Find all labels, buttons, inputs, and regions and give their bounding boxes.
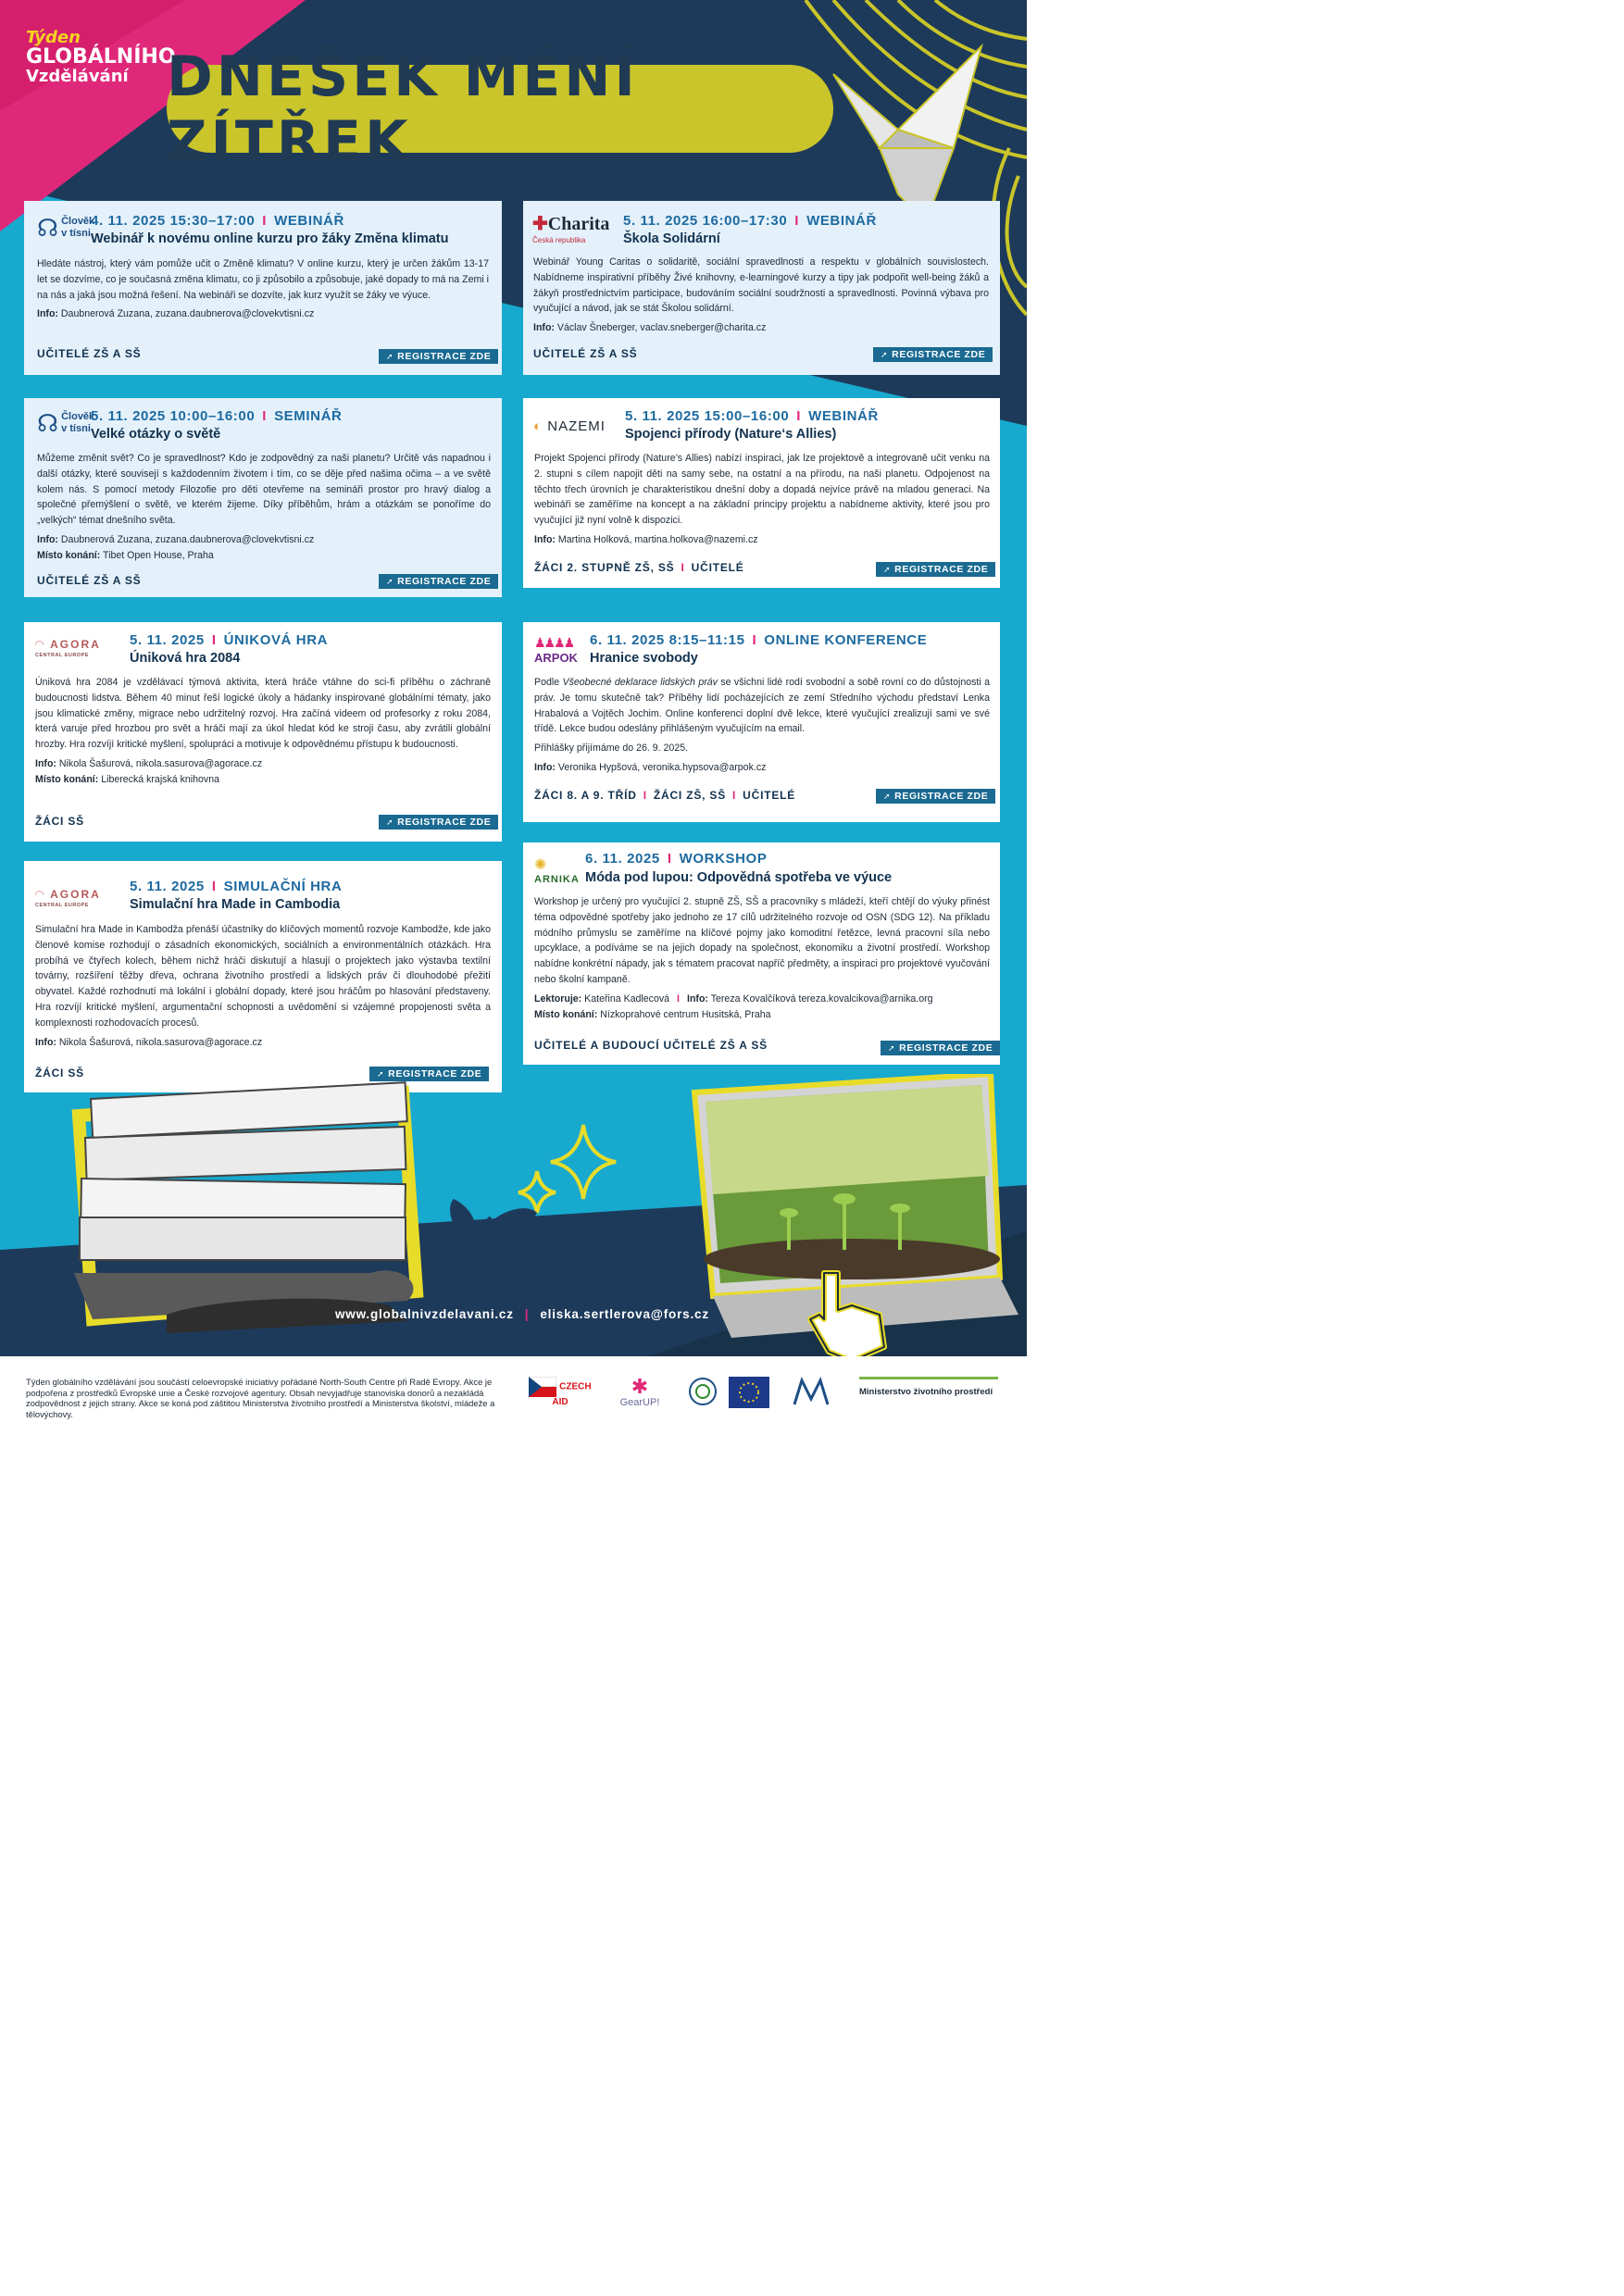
event-description: Simulační hra Made in Kambodža přenáší účastníky do klíčových momentů rozvoje Kambodže, kde jako členové komise rozhodují o zásadních ekonomických, sociálních a environmentálních otázkách. Hra probíhá ve čtyřech kolech, během nichž hráči diskutují a hlasují o projektech jako výstavba textilní továrny, rozšíření těžby dřeva, ochrana životního prostředí a lidských práv či dlouhodobé přežití obyvatel. Každé rozhodnutí má lokální i globální dopady, které jsou hráčům po hlasování představeny. Hra rozvíjí kritické myšlení, argumentační schopnosti a uvědomění si vzájemné propojenosti světa a komplexnosti rozhodovacích procesů. (35, 924, 491, 1029)
globe-icon (688, 1377, 718, 1406)
event-title: Úniková hra 2084 (130, 651, 241, 666)
event-title: Hranice svobody (590, 651, 698, 666)
event-date: 5. 11. 2025 (130, 632, 205, 648)
audience-item: ŽÁCI ZŠ, SŠ (653, 789, 727, 802)
separator: I (262, 408, 268, 424)
audience-item: ŽÁCI 2. STUPNĚ ZŠ, SŠ (534, 561, 675, 574)
event-body (534, 894, 990, 1026)
audience-item: ŽÁCI SŠ (35, 1067, 84, 1079)
separator: I (677, 992, 680, 1004)
audience-item: ŽÁCI 8. A 9. TŘÍD (534, 789, 637, 802)
arrow-icon: ➚ (883, 792, 892, 801)
register-button[interactable]: ➚ REGISTRACE ZDE (876, 789, 995, 804)
nazemi-logo: ◐ NAZEMI (533, 418, 606, 434)
event-description: Webinář Young Caritas o solidaritě, sociální spravedlnosti a respektu v globálních souvislostech. Nabídneme inspirativní příběhy Živé knihovny, e-learningové kurzy a tipy jak podpořit well-being žáků a žákyň prostřednictvím participace, budováním sociální soudržnosti a spravedlnosti. Povinná výbava pro vyučující a návod, jak se stát Školou solidární. (533, 256, 989, 315)
charita-logo: ✚Charita Česká republika (532, 214, 610, 244)
person-icon: ☊ (37, 214, 59, 242)
event-card-5 (24, 622, 502, 842)
website-link[interactable]: www.globalnivzdelavani.cz (335, 1307, 514, 1321)
council-of-europe-logo (728, 1377, 770, 1411)
event-body (534, 451, 990, 552)
event-title: Škola Solidární (623, 231, 720, 246)
event-audience (35, 1067, 84, 1079)
separator: I (211, 632, 217, 648)
event-audience (534, 561, 744, 574)
charita-cross-icon: ✚ (532, 214, 548, 234)
register-button[interactable]: ➚ REGISTRACE ZDE (379, 815, 498, 830)
email-link[interactable]: eliska.sertlerova@fors.cz (540, 1307, 709, 1321)
logo-line-2: GLOBÁLNÍHO (26, 45, 176, 69)
event-body (37, 256, 489, 326)
event-description: Podle Všeobecné deklarace lidských práv se všichni lidé rodí svobodní a sobě rovní co do důstojnosti a práv. Je tomu skutečně tak? Příběhy lidí pocházejících ze zemí Středního východu představí Lenka Hrabalová a Vojtěch Jochim. Online konferenci doplní dvě lekce, které vyučující zrealizují sami ve své třídě. Lekce budou odeslány přihlášeným vyučujícím na email. (534, 677, 990, 735)
event-card-1 (24, 201, 502, 375)
event-datetime (623, 213, 877, 229)
event-card-6 (523, 622, 1000, 822)
logo-line-3: Vzdělávání (26, 67, 129, 86)
event-place: Místo konání: Tibet Open House, Praha (37, 549, 214, 561)
arrow-icon: ➚ (888, 1043, 896, 1053)
event-date: 5. 11. 2025 10:00–16:00 (91, 408, 256, 424)
pointer-hand-icon (796, 1264, 898, 1366)
audience-item: UČITELÉ ZŠ A SŠ (37, 574, 142, 587)
register-button[interactable]: ➚ REGISTRACE ZDE (876, 562, 995, 577)
event-type: ÚNIKOVÁ HRA (223, 632, 329, 648)
event-audience (533, 347, 637, 360)
event-place: Místo konání: Liberecká krajská knihovna (35, 773, 220, 785)
separator: I (211, 879, 217, 894)
event-audience (37, 347, 141, 360)
sparkles-leaves-decoration (417, 1106, 676, 1310)
event-type: WEBINÁŘ (806, 213, 877, 229)
separator: I (796, 408, 802, 424)
event-info: Info: Daubnerová Zuzana, zuzana.daubnerova@clovekvtisni.cz (37, 308, 315, 320)
separator: I (667, 851, 672, 867)
audience-item: ŽÁCI SŠ (35, 815, 84, 828)
event-card-4 (523, 398, 1000, 588)
register-button[interactable]: ➚ REGISTRACE ZDE (379, 349, 498, 364)
event-title: Spojenci přírody (Nature‘s Allies) (625, 427, 837, 442)
event-info: Info: Veronika Hypšová, veronika.hypsova@arpok.cz (534, 761, 767, 773)
arrow-icon: ➚ (377, 1069, 385, 1079)
agora-logo: ◠ AGORA CENTRAL EUROPE (35, 638, 101, 658)
event-description: Projekt Spojenci přírody (Nature’s Allies) nabízí inspiraci, jak lze projektově a integrovaně učit venku na 2. stupni s cílem napojit děti na samy sebe, na ostatní a na přírodu, na naši planetu. Odpojenost na těchto třech úrovních je charakteristikou dnešní doby a dopadá nejvíce právě na mladou generaci. Na webináři se zaměříme na koncept a na základní principy projektu a nabídneme aktivity, které jsou pro vyučující již nyní volně k dispozici. (534, 453, 990, 527)
event-info: Info: Daubnerová Zuzana, zuzana.daubnerova@clovekvtisni.cz (37, 533, 315, 545)
event-card-2 (523, 201, 1000, 375)
event-type: ONLINE KONFERENCE (764, 632, 928, 648)
arnika-logo: ✺ ARNIKA (534, 857, 580, 885)
event-card-8 (523, 842, 1000, 1065)
logo-text-1: Člověk (61, 411, 95, 422)
event-datetime (130, 632, 328, 648)
event-body (35, 675, 491, 792)
event-body (533, 255, 989, 340)
msmt-mark-icon (793, 1377, 830, 1410)
gearup-star-icon: ✱ (631, 1375, 649, 1398)
event-datetime (91, 408, 342, 424)
event-date: 5. 11. 2025 15:00–16:00 (625, 408, 790, 424)
register-button[interactable]: ➚ REGISTRACE ZDE (369, 1067, 489, 1081)
poster-page (0, 0, 1027, 1452)
arrow-icon: ➚ (883, 565, 892, 574)
event-description: Workshop je určený pro vyučující 2. stupně ZŠ, SŠ a pracovníky s mládeží, kteří chtějí do výuky přinést téma odpovědné spotřeby jako jednoho ze 17 cílů udržitelného rozvoje od OSN (SDG 12). Na příkladu módního průmyslu se zaměříme na klíčové pojmy jako komoditní řetězce, levná pracovní síla nebo upcyklace, a podíváme se na jejich dopady na společnost, ekonomiku a životní prostředí. Workshop nabídne konkrétní nápady, jak s tématem pracovat napříč předměty, a inspiraci pro projektové vyučování nebo školní kampaně. (534, 896, 990, 985)
event-datetime (130, 879, 342, 894)
event-date: 4. 11. 2025 15:30–17:00 (91, 213, 256, 229)
event-type: WEBINÁŘ (808, 408, 879, 424)
event-description: Úniková hra 2084 je vzdělávací týmová aktivita, která hráče vtáhne do sci-fi příběhu o záchraně budoucnosti lidstva. Během 40 minut řeší logické úkoly a hádanky inspirované globálními tématy, jako jsou klimatické změny, migrace nebo udržitelný rozvoj. Hra začíná videem od profesorky z roku 2084, která varuje před hrozbou pro svět a hráči mají za úkol hledat kód ke stroji času, aby zvrátili globální hrozby. Hra rozvíjí kritické myšlení, spolupráci a motivuje k odpovědnému přístupu k budoucnosti. (35, 677, 491, 751)
event-info: Info: Nikola Šašurová, nikola.sasurova@agorace.cz (35, 757, 263, 769)
event-audience (534, 789, 795, 802)
msmt-logo (792, 1377, 831, 1413)
event-description: Hledáte nástroj, který vám pomůže učit o Změně klimatu? V online kurzu, který je určen žákům 13-17 let se dozvíme, co je současná změna klimatu, co ji způsobilo a způsobuje, jaké dopady to má na Zemi i na nás a jaká jsou možná řešení. Na webináři se dozvíte, jak kurz využít se žáky ve výuce. (37, 258, 489, 301)
arrow-icon: ➚ (881, 350, 889, 359)
separator: I (732, 789, 737, 802)
audience-item: UČITELÉ (691, 561, 744, 574)
footer (0, 1356, 1027, 1452)
arrow-icon: ➚ (386, 577, 394, 586)
czech-aid-logo: CZECH AID (523, 1377, 597, 1407)
event-title: Velké otázky o světě (91, 427, 221, 442)
audience-item: UČITELÉ ZŠ A SŠ (37, 347, 142, 360)
separator: I (752, 632, 757, 648)
event-audience (37, 574, 141, 587)
event-lecturer-info: Lektoruje: Kateřina Kadlecová I Info: Tereza Kovalčíková tereza.kovalcikova@arnika.org (534, 992, 933, 1004)
audience-item: UČITELÉ ZŠ A SŠ (533, 347, 638, 360)
event-type: SIMULAČNÍ HRA (223, 879, 343, 894)
contact-line (335, 1307, 709, 1321)
footer-disclaimer: Týden globálního vzdělávání jsou součástí celoevropské iniciativy pořádané North-South Centre při Radě Evropy. Akce je podpořena z prostředků Evropské unie a České rozvojové agentury. Obsah nevyjadřuje stanoviska donorů a nezakládá zodpovědnost z jejich strany. Akce se koná pod záštitou Ministerstva životního prostředí a Ministerstva školství, mládeže a tělovýchovy. (26, 1377, 495, 1419)
event-date: 5. 11. 2025 (130, 879, 205, 894)
gearup-logo: ✱ GearUP! (616, 1377, 664, 1408)
event-date: 6. 11. 2025 8:15–11:15 (590, 632, 745, 648)
separator: I (643, 789, 647, 802)
arrow-icon: ➚ (386, 352, 394, 361)
arpok-figures-icon: ♟♟♟♟ (534, 635, 574, 650)
event-title: Simulační hra Made in Cambodia (130, 897, 341, 912)
register-button[interactable]: ➚ REGISTRACE ZDE (379, 574, 498, 589)
agora-arc-icon: ◠ (35, 888, 46, 901)
separator: | (524, 1307, 530, 1321)
event-info: Info: Václav Šneberger, vaclav.sneberger@charita.cz (533, 322, 767, 334)
audience-item: UČITELÉ (743, 789, 796, 802)
event-info: Info: Martina Holková, martina.holkova@nazemi.cz (534, 533, 758, 545)
event-title: Móda pod lupou: Odpovědná spotřeba ve výuce (585, 870, 893, 885)
arrow-icon: ➚ (386, 817, 394, 827)
separator: I (262, 213, 268, 229)
register-button[interactable]: ➚ REGISTRACE ZDE (873, 347, 993, 362)
event-body (37, 451, 491, 568)
logo-text-2: v tísni (61, 423, 91, 434)
event-datetime (91, 213, 344, 229)
event-audience (35, 815, 84, 828)
event-deadline: Přihlášky přijímáme do 26. 9. 2025. (534, 742, 689, 755)
event-datetime (590, 632, 927, 648)
czech-flag-icon (529, 1377, 556, 1397)
event-date: 5. 11. 2025 16:00–17:30 (623, 213, 788, 229)
eu-stars-icon (729, 1377, 769, 1408)
arpok-logo: ♟♟♟♟ ARPOK (534, 635, 578, 665)
audience-item: UČITELÉ A BUDOUCÍ UČITELÉ ZŠ A SŠ (534, 1039, 768, 1052)
separator: I (794, 213, 800, 229)
agora-logo: ◠ AGORA CENTRAL EUROPE (35, 888, 101, 908)
event-date: 6. 11. 2025 (585, 851, 660, 867)
event-place: Místo konání: Nízkoprahové centrum Husitská, Praha (534, 1008, 771, 1020)
event-title: Webinář k novému online kurzu pro žáky Změna klimatu (91, 231, 449, 246)
logo-text-2: v tísni (61, 228, 91, 239)
event-card-3 (24, 398, 502, 597)
green-rule (859, 1377, 998, 1379)
agora-arc-icon: ◠ (35, 638, 46, 651)
event-audience (534, 1039, 768, 1052)
ministry-environment-logo: Ministerstvo životního prostředí (859, 1377, 1007, 1397)
event-type: WEBINÁŘ (274, 213, 344, 229)
event-datetime (625, 408, 879, 424)
register-button[interactable]: ➚ REGISTRACE ZDE (881, 1041, 1000, 1055)
event-type: SEMINÁŘ (274, 408, 343, 424)
event-card-7 (24, 861, 502, 1092)
event-datetime (585, 851, 767, 867)
event-body (534, 675, 990, 780)
person-icon: ☊ (37, 409, 59, 437)
nazemi-leaf-icon: ◐ (533, 418, 543, 434)
event-description: Můžeme změnit svět? Co je spravedlnost? Kdo je zodpovědný za naši planetu? Určitě vás napadnou i další otázky, které souvisejí s každodenním životem i tím, co se děje před našima očima – a ve světě kolem nás. S pomocí metody Filozofie pro děti otevřeme na semináři prostor pro hravý dialog a společné přemýšlení o světě, ve kterém žijeme. Díky příběhům, hrám a otázkám se ponoříme do „velkých“ témat dnešního světa. (37, 453, 491, 527)
arnika-flower-icon: ✺ (534, 857, 548, 873)
logo-text-1: Člověk (61, 216, 95, 227)
event-type: WORKSHOP (679, 851, 768, 867)
page-title: DNEŠEK MĚNÍ ZÍTŘEK (167, 44, 639, 174)
logo-line-1: Týden (26, 28, 81, 47)
event-body (35, 922, 491, 1054)
north-south-centre-logo (687, 1377, 718, 1409)
event-info: Info: Nikola Šašurová, nikola.sasurova@agorace.cz (35, 1036, 263, 1048)
separator: I (681, 561, 685, 574)
title-banner (167, 44, 833, 174)
